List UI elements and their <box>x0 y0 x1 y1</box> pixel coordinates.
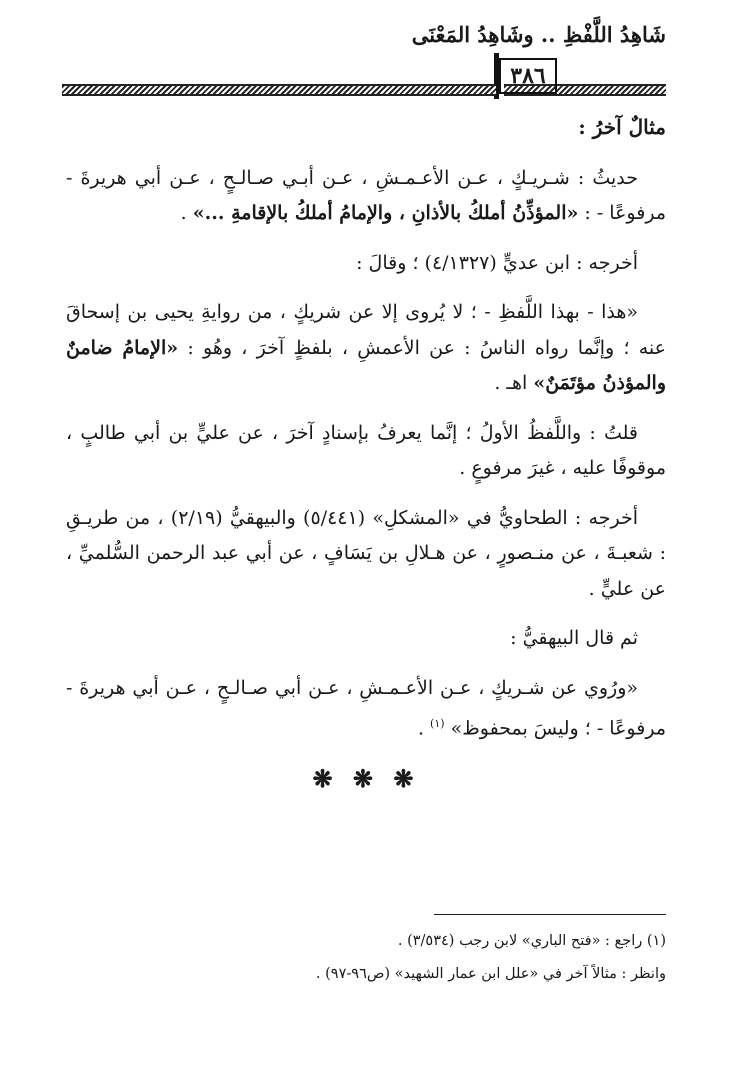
page-number <box>499 58 557 94</box>
page-number-text: ٣٨٦ <box>510 63 546 89</box>
section-separator: ❋ ❋ ❋ <box>312 763 420 793</box>
ibn-adi-text: «هذا - بهذا اللَّفظِ - ؛ لا يُروى إلا عن شريكٍ ، من روايةِ يحيى بن إسحاقَ عنه ؛ وإنَّما رواه الناسُ : عن الأعمشِ ، بلفظٍ آخرَ ، وهُو : <box>66 301 666 359</box>
footnote-2: وانظر : مثالاً آخر في «علل ابن عمار الشهيد» (ص٩٦-٩٧) . <box>315 966 666 982</box>
main-text <box>66 110 666 796</box>
paragraph-ibn-adi-quote <box>66 295 666 402</box>
hadith-text: «المؤذِّنُ أملكُ بالأذانِ ، والإمامُ أملكُ بالإقامةِ ...» <box>192 202 579 224</box>
paragraph-bayhaqi-intro: ثم قال البيهقيُّ : <box>510 627 638 649</box>
bayhaqi-end: . <box>417 717 424 740</box>
hadith-end: . <box>180 202 187 224</box>
footnote-ref: (١) <box>430 717 445 730</box>
hadith-chain: حديثُ : شـريـكٍ ، عـن الأعـمـشِ ، عـن أبـي صـالـحٍ ، عـن أبي هريرةَ - مرفوعًا - : <box>66 166 666 224</box>
paragraph-bayhaqi-quote <box>66 671 666 747</box>
paragraph-hadith <box>66 161 666 232</box>
ibn-adi-end: اهـ . <box>494 372 528 394</box>
paragraph-takhrij-1: أخرجه : ابن عديٍّ (٤/١٣٢٧) ؛ وقالَ : <box>356 251 638 274</box>
paragraph-author-comment: قلتُ : واللَّفظُ الأولُ ؛ إنَّما يعرفُ بإسنادٍ آخرَ ، عن عليٍّ بن أبي طالبٍ ، موقوفًا عليه ، غيرَ مرفوعٍ . <box>66 421 666 479</box>
running-title: شَاهِدُ اللَّفْظِ .. وشَاهِدُ المَعْنَى <box>411 22 666 47</box>
header-rule-left <box>62 84 496 96</box>
footnote-1: (١) راجع : «فتح الباري» لابن رجب (٣/٥٣٤) . <box>397 933 666 949</box>
alternate-wording: «الإمامُ ضامنٌ والمؤذنُ مؤتَمَنٌ» <box>66 336 666 394</box>
section-title: مثالٌ آخرُ : <box>578 115 666 139</box>
paragraph-takhrij-2: أخرجه : الطحاويُّ في «المشكلِ» (٥/٤٤١) والبيهقيُّ (٢/١٩) ، من طريـقِ : شعبـةَ ، عن منـصورٍ ، عن هـلالِ بن يَسَافٍ ، عن أبي عبد الرحمن السُّلميِّ ، عن عليٍّ . <box>66 506 666 600</box>
footnotes <box>66 925 666 991</box>
footnote-divider <box>434 914 666 915</box>
bayhaqi-text: «ورُوي عن شـريكٍ ، عـن الأعـمـشِ ، عـن أبي صـالـحٍ ، عـن أبي هريرةَ - مرفوعًا - ؛ وليسَ بمحفوظ» <box>66 676 666 740</box>
